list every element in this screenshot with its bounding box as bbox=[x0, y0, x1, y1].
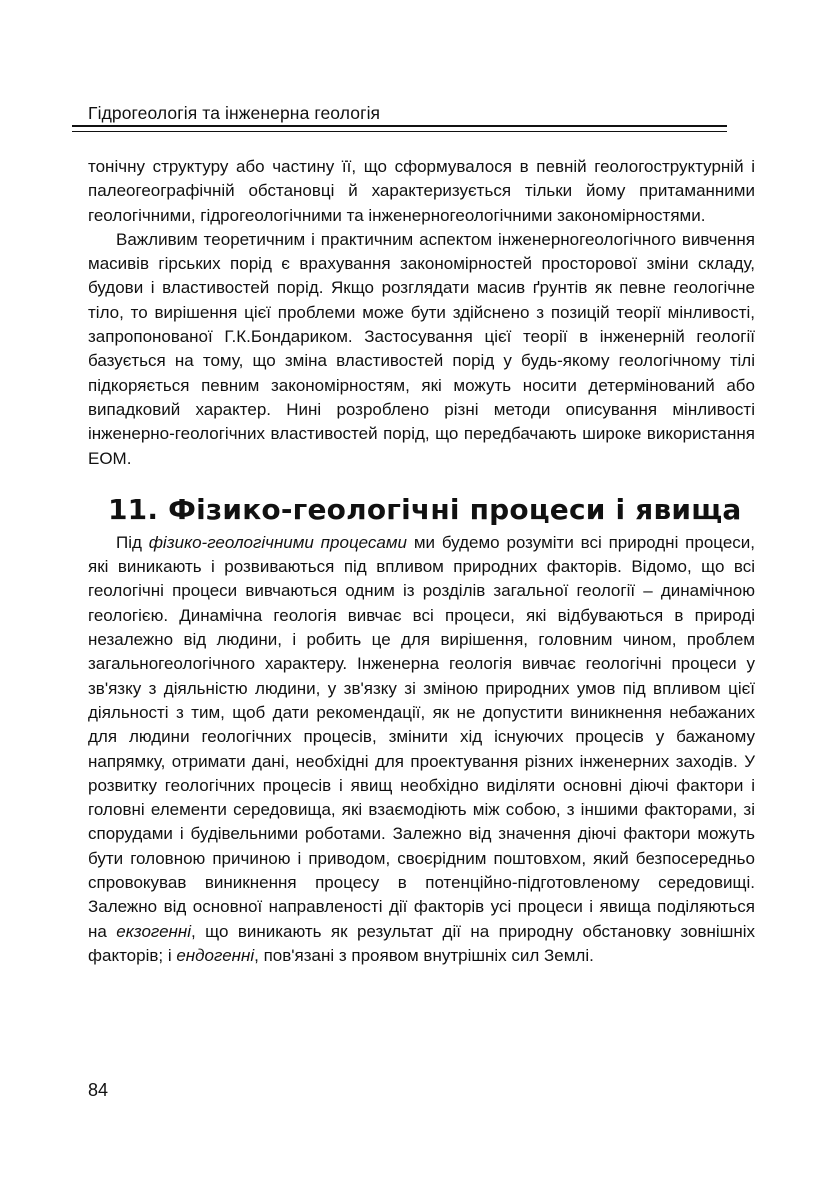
section-title: 11. Фізико-геологічні процеси і явища bbox=[108, 492, 742, 526]
term-physico-geological-processes: фізико-геологічними процесами bbox=[148, 532, 407, 552]
paragraph-tail: , пов'язані з проявом внутрішніх сил Землі. bbox=[254, 945, 594, 965]
page-number: 84 bbox=[88, 1080, 109, 1100]
page-body bbox=[88, 155, 755, 968]
paragraph-exogenous-definition: , що виникають як результат дії на природну обстановку зовнішніх факторів; і bbox=[88, 921, 755, 965]
paragraph-lead: Під bbox=[116, 532, 149, 552]
term-endogenous: ендогенні bbox=[176, 945, 255, 965]
term-exogenous: екзогенні bbox=[116, 921, 192, 941]
paragraph-continued: тонічну структуру або частину її, що сформувалося в певній геологоструктурній і палеогеографічній обстановці й характеризується тільки йому притаманними геологічними, гідрогеологічними та інженерногеологічними закономірностями. bbox=[88, 157, 755, 225]
paragraph-main-text: ми будемо розуміти всі природні процеси, які виникають і розвиваються під впливом природних факторів. Відомо, що всі геологічні процеси вивчаються одним із розділів загальної геології – динамічною геологією. Динамічна геологія вивчає всі процеси, які відбуваються в природі незалежно від людини, і робить це для вирішення, головним чином, проблем загальногеологічного характеру. Інженерна геологія вивчає геологічні процеси у зв'язку з діяльністю людини, у зв'язку зі зміною природних умов під впливом цієї діяльності з тим, щоб дати рекомендації, як не допустити виникнення небажаних для людини геологічних процесів, змінити хід існуючих процесів у бажаному напрямку, отримати дані, необхідні для проектування різних інженерних заходів. У розвитку геологічних процесів і явищ необхідно виділяти основні діючі фактори і головні елементи середовища, які взаємодіють між собою, з іншими факторами, зі спорудами і будівельними роботами. Залежно від значення діючі фактори можуть бути головною причиною і приводом, своєрідним поштовхом, який безпосередньо спровокував виникнення процесу в потенційно-підготовленому середовищі. Залежно від основної направленості дії факторів усі процеси і явища поділяються на bbox=[88, 532, 755, 941]
running-header: Гідрогеологія та інженерна геологія bbox=[88, 103, 381, 123]
header-rule-thin bbox=[72, 131, 727, 132]
header-rule-thick bbox=[72, 125, 727, 127]
paragraph-physico-geological-processes bbox=[88, 531, 755, 968]
paragraph-variability: Важливим теоретичним і практичним аспектом інженерногеологічного вивчення масивів гірських порід є врахування закономірностей просторової зміни складу, будови і властивостей порід. Якщо розглядати масив ґрунтів як певне геологічне тіло, то вирішення цієї проблеми може бути здійснено з позицій теорії мінливості, запропонованої Г.К.Бондариком. Застосування цієї теорії в інженерній геології базується на тому, що зміна властивостей порід у будь-якому геологічному тілі підкоряється певним закономірностям, які можуть носити детермінований або випадковий характер. Нині розроблено різні методи описування мінливості інженерно-геологічних властивостей порід, що передбачають широке використання ЕОМ. bbox=[88, 229, 755, 468]
